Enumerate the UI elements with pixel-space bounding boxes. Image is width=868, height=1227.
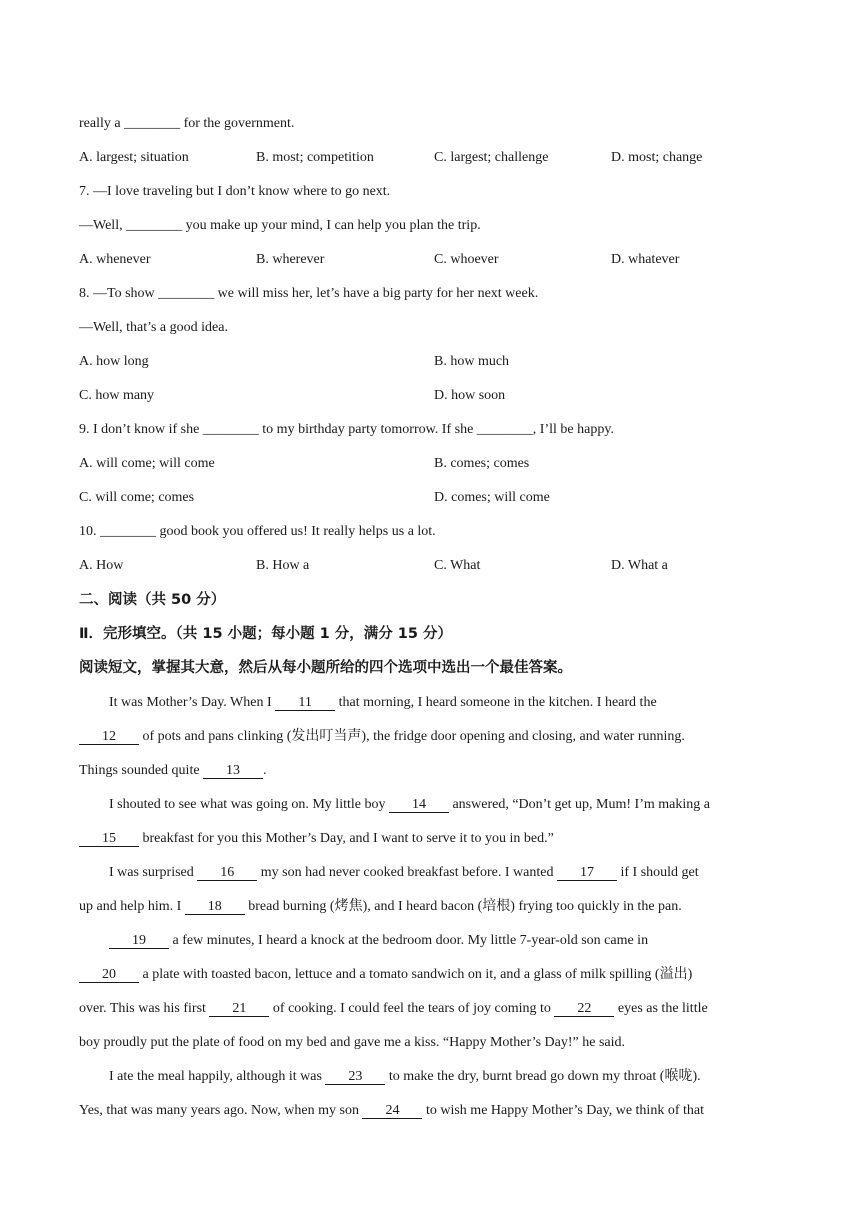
- q6-stem-tail: [79, 115, 294, 133]
- cloze-blank-13: 13: [203, 763, 263, 779]
- q9-text-middle: to my birthday party tomorrow. If she: [258, 422, 477, 437]
- passage-text: bread burning (烤焦), and I heard bacon (培根) frying too quickly in the pan.: [244, 899, 682, 914]
- passage-text: up and help him. I: [79, 899, 185, 914]
- passage-text: eyes as the little: [614, 1001, 708, 1016]
- cloze-blank-11: 11: [275, 695, 335, 711]
- q9-option-d: D. comes; will come: [434, 490, 550, 505]
- cloze-blank-17: 17: [557, 865, 617, 881]
- q7-option-d: D. whatever: [611, 252, 680, 267]
- q8-blank: ________: [158, 286, 215, 301]
- q9-blank-2: ________: [476, 422, 533, 437]
- passage-text: over. This was his first: [79, 1001, 210, 1016]
- q7-text-before: —Well,: [79, 218, 127, 233]
- cloze-blank-19: 19: [109, 933, 169, 949]
- passage-text: Things sounded quite: [79, 763, 204, 778]
- q8-option-a: A. how long: [79, 354, 149, 369]
- passage-text: that morning, I heard someone in the kitchen. I heard the: [335, 695, 657, 710]
- q10-text-after: good book you offered us! It really helps us a lot.: [156, 524, 436, 539]
- q6-text-after: for the government.: [180, 116, 295, 131]
- q8-text-before: 8. —To show: [79, 286, 159, 301]
- passage-text: I ate the meal happily, although it was: [109, 1069, 326, 1084]
- cloze-blank-22: 22: [554, 1001, 614, 1017]
- passage-text: of pots and pans clinking (发出叮当声), the fridge door opening and closing, and water running.: [139, 729, 685, 744]
- q9-text-after: , I’ll be happy.: [532, 422, 614, 437]
- passage-p5-line1: [109, 1068, 821, 1086]
- passage-p1-line1: [109, 694, 821, 712]
- passage-text: to make the dry, burnt bread go down my throat (喉咙).: [385, 1069, 701, 1084]
- passage-p1-line2: [79, 728, 791, 746]
- q6-option-c: C. largest; challenge: [434, 150, 549, 165]
- q7-option-b: B. wherever: [256, 252, 325, 267]
- passage-p3-line1: [109, 864, 821, 882]
- passage-text: a few minutes, I heard a knock at the bedroom door. My little 7-year-old son came in: [169, 933, 649, 948]
- passage-text: answered, “Don’t get up, Mum! I’m making a: [448, 797, 710, 812]
- q9-stem: [79, 421, 614, 439]
- q10-text-before: 10.: [79, 524, 100, 539]
- passage-text: .: [263, 763, 267, 778]
- passage-p4-line1: [109, 932, 821, 950]
- q6-option-a: A. largest; situation: [79, 150, 189, 165]
- passage-p5-line2: [79, 1102, 791, 1120]
- q9-text-before: 9. I don’t know if she: [79, 422, 203, 437]
- passage-text: I was surprised: [109, 865, 198, 880]
- q8-option-c: C. how many: [79, 388, 155, 403]
- passage-text: if I should get: [616, 865, 699, 880]
- q10-option-a: A. How: [79, 558, 124, 573]
- passage-text: my son had never cooked breakfast before. I wanted: [257, 865, 557, 880]
- q10-stem: [79, 523, 436, 541]
- section-subheading: Ⅱ．完形填空。（共 15 小题；每小题 1 分，满分 15 分）: [79, 626, 453, 642]
- q7-line1: 7. —I love traveling but I don’t know where to go next.: [79, 184, 391, 199]
- q7-blank: ________: [126, 218, 183, 233]
- cloze-blank-15: 15: [79, 831, 139, 847]
- q6-option-b: B. most; competition: [256, 150, 374, 165]
- q7-option-a: A. whenever: [79, 252, 151, 267]
- cloze-blank-21: 21: [209, 1001, 269, 1017]
- q9-option-a: A. will come; will come: [79, 456, 215, 471]
- q6-blank: ________: [124, 116, 181, 131]
- q10-option-b: B. How a: [256, 558, 310, 573]
- passage-p1-line3: [79, 762, 791, 780]
- passage-text: It was Mother’s Day. When I: [109, 695, 276, 710]
- q9-option-b: B. comes; comes: [434, 456, 530, 471]
- cloze-blank-24: 24: [362, 1103, 422, 1119]
- cloze-blank-12: 12: [79, 729, 139, 745]
- q7-line2: [79, 217, 481, 235]
- section-heading: 二、阅读（共 50 分）: [79, 592, 226, 608]
- passage-p4-line3: [79, 1000, 791, 1018]
- q6-option-d: D. most; change: [611, 150, 703, 165]
- cloze-blank-16: 16: [197, 865, 257, 881]
- q9-option-c: C. will come; comes: [79, 490, 195, 505]
- q8-text-after: we will miss her, let’s have a big party for her next week.: [214, 286, 539, 301]
- q9-blank-1: ________: [202, 422, 259, 437]
- passage-text: Yes, that was many years ago. Now, when my son: [79, 1103, 363, 1118]
- q8-line2: —Well, that’s a good idea.: [79, 320, 228, 335]
- q10-blank: ________: [100, 524, 156, 539]
- q10-option-d: D. What a: [611, 558, 668, 573]
- passage-text: breakfast for you this Mother’s Day, and I want to serve it to you in bed.”: [139, 831, 554, 846]
- passage-text: to wish me Happy Mother’s Day, we think of that: [422, 1103, 704, 1118]
- q10-option-c: C. What: [434, 558, 481, 573]
- passage-p2-line2: [79, 830, 791, 848]
- q8-line1: [79, 285, 538, 303]
- cloze-blank-20: 20: [79, 967, 139, 983]
- q8-option-d: D. how soon: [434, 388, 506, 403]
- passage-text: I shouted to see what was going on. My little boy: [109, 797, 389, 812]
- passage-p4-line2: [79, 966, 791, 984]
- cloze-blank-18: 18: [185, 899, 245, 915]
- q8-option-b: B. how much: [434, 354, 510, 369]
- q7-option-c: C. whoever: [434, 252, 499, 267]
- passage-p2-line1: [109, 796, 821, 814]
- passage-text: a plate with toasted bacon, lettuce and a tomato sandwich on it, and a glass of milk spilling (溢出): [139, 967, 693, 982]
- cloze-blank-23: 23: [325, 1069, 385, 1085]
- passage-p3-line2: [79, 898, 791, 916]
- cloze-blank-14: 14: [389, 797, 449, 813]
- passage-p4-line4: boy proudly put the plate of food on my bed and gave me a kiss. “Happy Mother’s Day!” he said.: [79, 1035, 625, 1050]
- section-instruction: 阅读短文，掌握其大意，然后从每小题所给的四个选项中选出一个最佳答案。: [79, 660, 572, 676]
- passage-text: of cooking. I could feel the tears of joy coming to: [269, 1001, 555, 1016]
- q7-text-after: you make up your mind, I can help you plan the trip.: [182, 218, 481, 233]
- q6-text-before: really a: [79, 116, 125, 131]
